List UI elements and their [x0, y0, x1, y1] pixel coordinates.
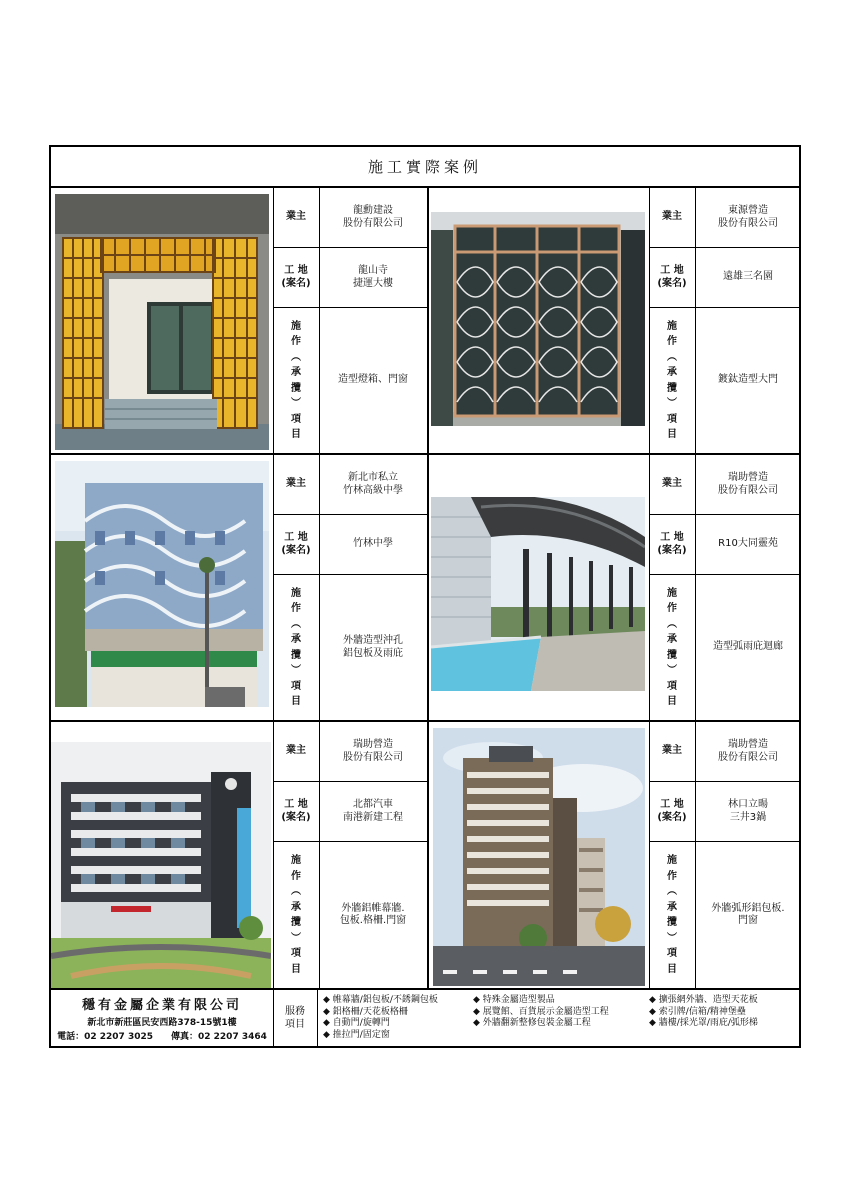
page-title: 施工實際案例	[51, 147, 799, 188]
case-row-3	[51, 722, 799, 990]
toyota-building-photo	[51, 742, 271, 988]
case6-owner-label: 業主	[662, 745, 682, 757]
case1-site-label: 工 地 (案名)	[281, 265, 311, 289]
services-col-1	[323, 995, 438, 1041]
service-item: ◆ 牆樓/採光罩/雨庇/弧形梯	[649, 1018, 758, 1030]
case4-owner-label: 業主	[662, 478, 682, 490]
case2-site-value: 遠雄三名園	[723, 271, 773, 283]
service-item: ◆ 推拉門/固定窗	[323, 1030, 438, 1042]
case2-owner-label: 業主	[662, 211, 682, 223]
case3-site-label: 工 地 (案名)	[281, 532, 311, 556]
case4-work-value: 造型弧雨庇迴廊	[713, 641, 783, 653]
case5-work-label: 施 作 ︵ 承 攬 ︶ 項 目	[291, 855, 301, 975]
company-name: 穩有金屬企業有限公司	[81, 998, 242, 1013]
case5-work-value: 外牆鋁帷幕牆. 包板.格柵.門窗	[339, 902, 407, 926]
company-footer	[51, 990, 799, 1046]
residential-tower-photo	[433, 728, 645, 986]
service-item: ◆ 帷幕牆/鋁包板/不銹鋼包板	[323, 995, 438, 1007]
company-contact: 電話：02 2207 3025 傳真：02 2207 3464	[57, 1032, 267, 1042]
perforated-facade-school-photo	[55, 461, 269, 707]
services-label: 服務 項目	[285, 1006, 305, 1030]
case4-work-label: 施 作 ︵ 承 攬 ︶ 項 目	[667, 587, 677, 707]
services-col-3	[649, 995, 758, 1030]
company-address: 新北市新莊區民安西路378-15號1樓	[87, 1018, 237, 1028]
case5-site-label: 工 地 (案名)	[281, 799, 311, 823]
service-item: ◆ 索引牌/信箱/精神堡壘	[649, 1007, 758, 1019]
case4-site-value: R10大同靈苑	[718, 538, 778, 550]
case2-owner-value: 東源營造 股份有限公司	[718, 205, 778, 229]
case1-site-value: 龍山寺 捷運大樓	[353, 265, 393, 289]
service-item: ◆ 特殊金屬造型製品	[473, 995, 609, 1007]
titanium-gate-photo	[431, 212, 645, 426]
case2-work-value: 鍍鈦造型大門	[718, 374, 778, 386]
service-item: ◆ 外牆翻新整修包裝金屬工程	[473, 1018, 609, 1030]
case3-site-value: 竹林中學	[353, 538, 393, 550]
case3-owner-label: 業主	[286, 478, 306, 490]
company-info	[51, 990, 273, 1046]
services-col-2	[473, 995, 609, 1030]
case1-owner-value: 龍勳建設 股份有限公司	[343, 205, 403, 229]
case2-site-label: 工 地 (案名)	[657, 265, 687, 289]
case-row-1	[51, 188, 799, 455]
case3-owner-value: 新北市私立 竹林高級中學	[343, 472, 403, 496]
case-sheet	[49, 145, 801, 1048]
curved-canopy-corridor-photo	[431, 497, 645, 691]
case1-work-value: 造型燈箱、門窗	[338, 374, 408, 386]
service-item: ◆ 展覽館、百貨展示金屬造型工程	[473, 1007, 609, 1019]
case6-work-value: 外牆弧形鋁包板. 門窗	[711, 902, 785, 926]
case6-owner-value: 瑞助營造 股份有限公司	[718, 739, 778, 763]
case4-site-label: 工 地 (案名)	[657, 532, 687, 556]
service-item: ◆ 擴張網外牆、造型天花板	[649, 995, 758, 1007]
case5-owner-value: 瑞助營造 股份有限公司	[343, 739, 403, 763]
case6-work-label: 施 作 ︵ 承 攬 ︶ 項 目	[667, 855, 677, 975]
case1-work-label: 施 作 ︵ 承 攬 ︶ 項 目	[291, 320, 301, 440]
case5-owner-label: 業主	[286, 745, 306, 757]
service-item: ◆ 自動門/旋轉門	[323, 1018, 438, 1030]
case6-site-label: 工 地 (案名)	[657, 799, 687, 823]
lit-lattice-entrance-photo	[55, 194, 269, 450]
case1-owner-label: 業主	[286, 211, 306, 223]
case3-work-label: 施 作 ︵ 承 攬 ︶ 項 目	[291, 587, 301, 707]
case3-work-value: 外牆造型沖孔 鋁包板及雨庇	[343, 635, 403, 659]
case6-site-value: 林口立暘 三井3鍋	[728, 799, 768, 823]
service-item: ◆ 鋁格柵/天花板格柵	[323, 1007, 438, 1019]
case2-work-label: 施 作 ︵ 承 攬 ︶ 項 目	[667, 320, 677, 440]
case-row-2	[51, 455, 799, 722]
case4-owner-value: 瑞助營造 股份有限公司	[718, 472, 778, 496]
case5-site-value: 北都汽車 南港新建工程	[343, 799, 403, 823]
